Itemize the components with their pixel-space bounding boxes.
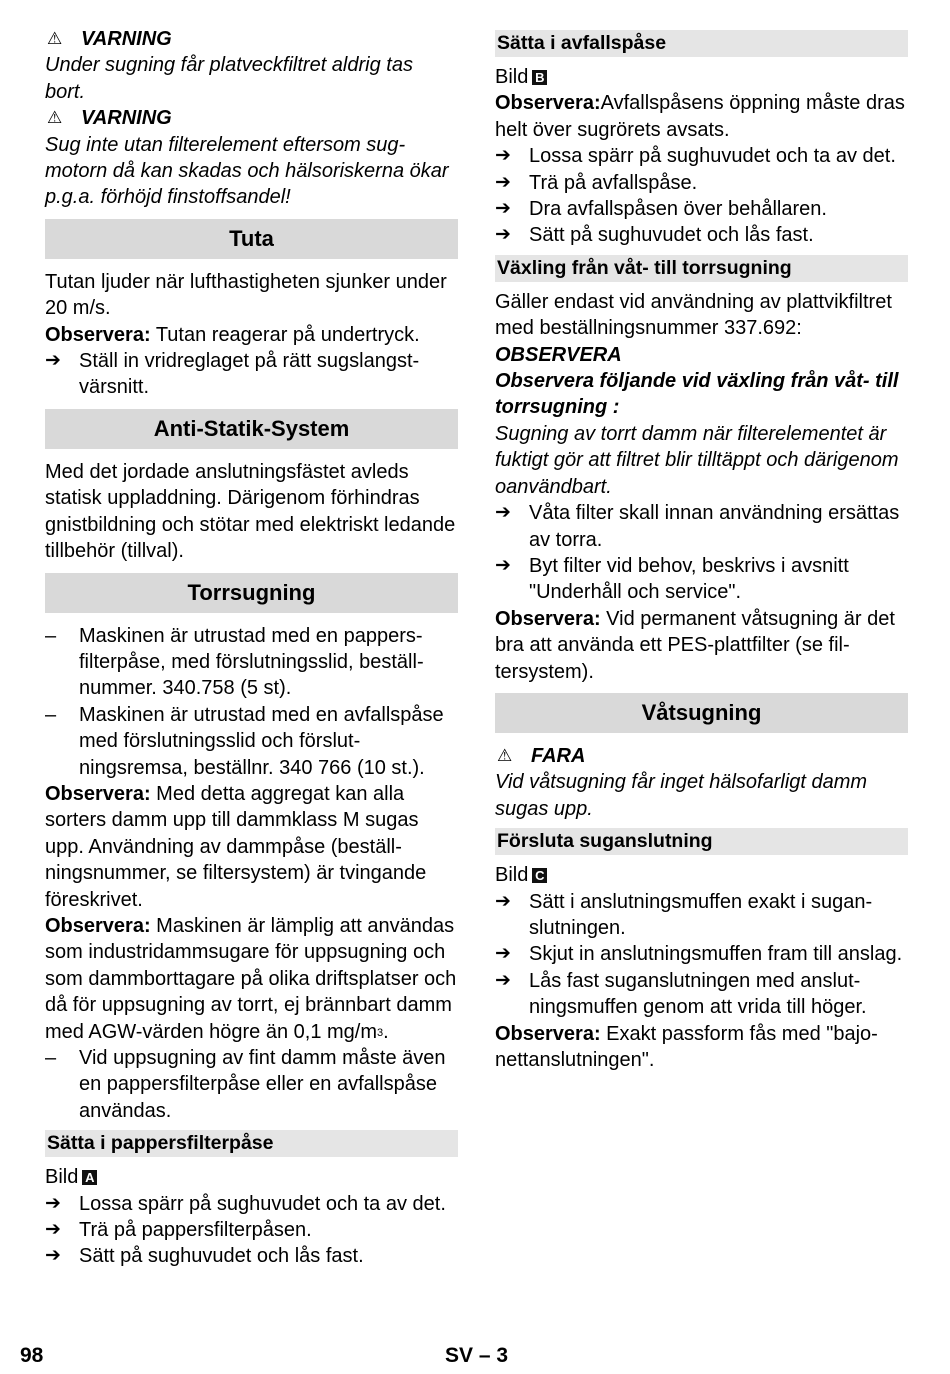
- page-label: SV – 3: [445, 1344, 509, 1367]
- observera-bold-text: Observera följande vid växling från våt- till torrsugning :: [495, 370, 899, 419]
- warning-text: Under sugning får platveckfiltret aldrig tas bort.: [45, 54, 413, 103]
- arrow-right-icon: ➔: [495, 145, 511, 167]
- step-item: ➔ Sätt i anslutningsmuffen exakt i suganslutningen.: [495, 889, 908, 942]
- section-heading-antistatik: Anti-Statik-System: [45, 409, 458, 449]
- note: Observera: Med detta aggregat kan alla sorters damm upp till dammklass M sugas upp. Användning av dammpåse (beställningsnummer, se filtersystem) är tvingande föreskrivet.: [45, 782, 427, 911]
- step-item: ➔ Dra avfallspåsen över behållaren.: [495, 196, 908, 222]
- dash-bullet: –: [45, 1047, 57, 1069]
- figure-letter-badge: A: [82, 1170, 97, 1185]
- figure-letter-badge: C: [532, 868, 547, 883]
- figure-reference: Bild B: [495, 64, 908, 90]
- arrow-right-icon: ➔: [45, 1219, 61, 1241]
- dash-item: – Vid uppsugning av fint damm måste även en pappersfilterpåse eller en avfallspåse användas.: [45, 1045, 458, 1124]
- step-item: ➔ Sätt på sughuvudet och lås fast.: [495, 222, 908, 248]
- warning-triangle-icon: ⚠: [497, 745, 513, 765]
- note: Observera: Exakt passform fås med "bajonettanslutningen".: [495, 1022, 878, 1071]
- paragraph: Tutan ljuder när lufthastigheten sjunker under 20 m/s.: [45, 270, 447, 320]
- dash-bullet: –: [45, 624, 57, 647]
- paragraph: Med det jordade anslutningsfästet avleds statisk uppladdning. Därigenom förhindras gnistbildning och stötar med elektriskt ledande tillbehör (tillval).: [45, 460, 456, 563]
- dash-item: – Maskinen är utrustad med en avfallspåse med förslutningsslid och förslutningsremsa, beställnr. 340 766 (10 st.).: [45, 702, 458, 781]
- figure-letter-badge: B: [532, 70, 547, 85]
- step-item: ➔ Skjut in anslutningsmuffen fram till anslag.: [495, 941, 908, 967]
- warning-heading: ⚠ VARNING: [45, 26, 458, 52]
- note: Observera: Vid permanent våtsugning är det bra att använda ett PES-plattfilter (se filtersystem).: [495, 607, 895, 683]
- step-item: ➔ Byt filter vid behov, beskrivs i avsnitt "Underhåll och service".: [495, 553, 908, 606]
- subsection-heading-forsluta: Försluta suganslutning: [495, 828, 908, 855]
- arrow-right-icon: ➔: [495, 502, 511, 524]
- danger-text: Vid våtsugning får inget hälsofarligt damm sugas upp.: [495, 771, 868, 820]
- figure-reference: Bild C: [495, 862, 908, 888]
- page-number: 98: [20, 1344, 44, 1367]
- section-heading-tuta: Tuta: [45, 219, 458, 259]
- arrow-right-icon: ➔: [45, 350, 61, 372]
- arrow-right-icon: ➔: [45, 1192, 61, 1214]
- arrow-right-icon: ➔: [495, 224, 511, 246]
- figure-reference: Bild A: [45, 1164, 458, 1190]
- note: Observera: Tutan reagerar på undertryck.: [45, 323, 420, 346]
- arrow-right-icon: ➔: [45, 1245, 61, 1267]
- left-column: [45, 26, 458, 1270]
- step-item: ➔ Sätt på sughuvudet och lås fast.: [45, 1243, 458, 1269]
- subsection-heading-vaxling: Växling från våt- till torrsugning: [495, 255, 908, 282]
- right-column: [495, 26, 908, 1073]
- step-item: ➔ Ställ in vridreglaget på rätt sugslangstvärsnitt.: [45, 348, 458, 401]
- arrow-right-icon: ➔: [495, 554, 511, 576]
- dash-bullet: –: [45, 703, 57, 726]
- step-item: ➔ Trä på avfallspåse.: [495, 170, 908, 196]
- subsection-heading-pappersfilterpase: Sätta i pappersfilterpåse: [45, 1130, 458, 1157]
- step-item: ➔ Trä på pappersfilterpåsen.: [45, 1217, 458, 1243]
- arrow-right-icon: ➔: [495, 198, 511, 220]
- section-heading-vatsugning: Våtsugning: [495, 693, 908, 733]
- observera-heading: OBSERVERA: [495, 343, 622, 366]
- step-item: ➔ Lossa spärr på sughuvudet och ta av det.: [495, 143, 908, 169]
- step-item: ➔ Våta filter skall innan användning ersättas av torra.: [495, 500, 908, 553]
- arrow-right-icon: ➔: [495, 969, 511, 991]
- warning-text: Sug inte utan filterelement eftersom sugmotorn då kan skadas och hälsoriskerna ökar p.g.a. förhöjd finstoffsandel!: [45, 133, 449, 209]
- arrow-right-icon: ➔: [495, 943, 511, 965]
- warning-triangle-icon: ⚠: [47, 108, 63, 128]
- italic-paragraph: Sugning av torrt damm när filterelementet är fuktigt gör att filtret blir tilltäppt och därigenom oanvändbart.: [495, 422, 899, 498]
- section-heading-torrsugning: Torrsugning: [45, 573, 458, 613]
- danger-heading: ⚠ FARA: [495, 743, 908, 769]
- subsection-heading-avfallspase: Sätta i avfallspåse: [495, 30, 908, 57]
- arrow-right-icon: ➔: [495, 171, 511, 193]
- warning-heading: ⚠ VARNING: [45, 105, 458, 131]
- arrow-right-icon: ➔: [495, 890, 511, 912]
- note: Observera: Maskinen är lämplig att användas som industridammsugare för uppsugning och som dammborttagare på olika driftsplatser och då för uppsugning av torrt, ej brännbart damm med AGW-värden högre än 0,1 $mg/m^3$.: [45, 914, 457, 1043]
- paragraph: Gäller endast vid användning av plattvikfiltret med beställningsnummer 337.692:: [495, 290, 892, 340]
- step-item: ➔ Lossa spärr på sughuvudet och ta av det.: [45, 1191, 458, 1217]
- warning-triangle-icon: ⚠: [47, 29, 63, 48]
- step-item: ➔ Lås fast suganslutningen med anslutningsmuffen genom att vrida till höger.: [495, 968, 908, 1021]
- note: Observera:Avfallspåsens öppning måste dras helt över sugrörets avsats.: [495, 92, 905, 141]
- dash-item: – Maskinen är utrustad med en pappersfilterpåse, med förslutningsslid, beställnummer. 340.758 (5 st).: [45, 623, 458, 702]
